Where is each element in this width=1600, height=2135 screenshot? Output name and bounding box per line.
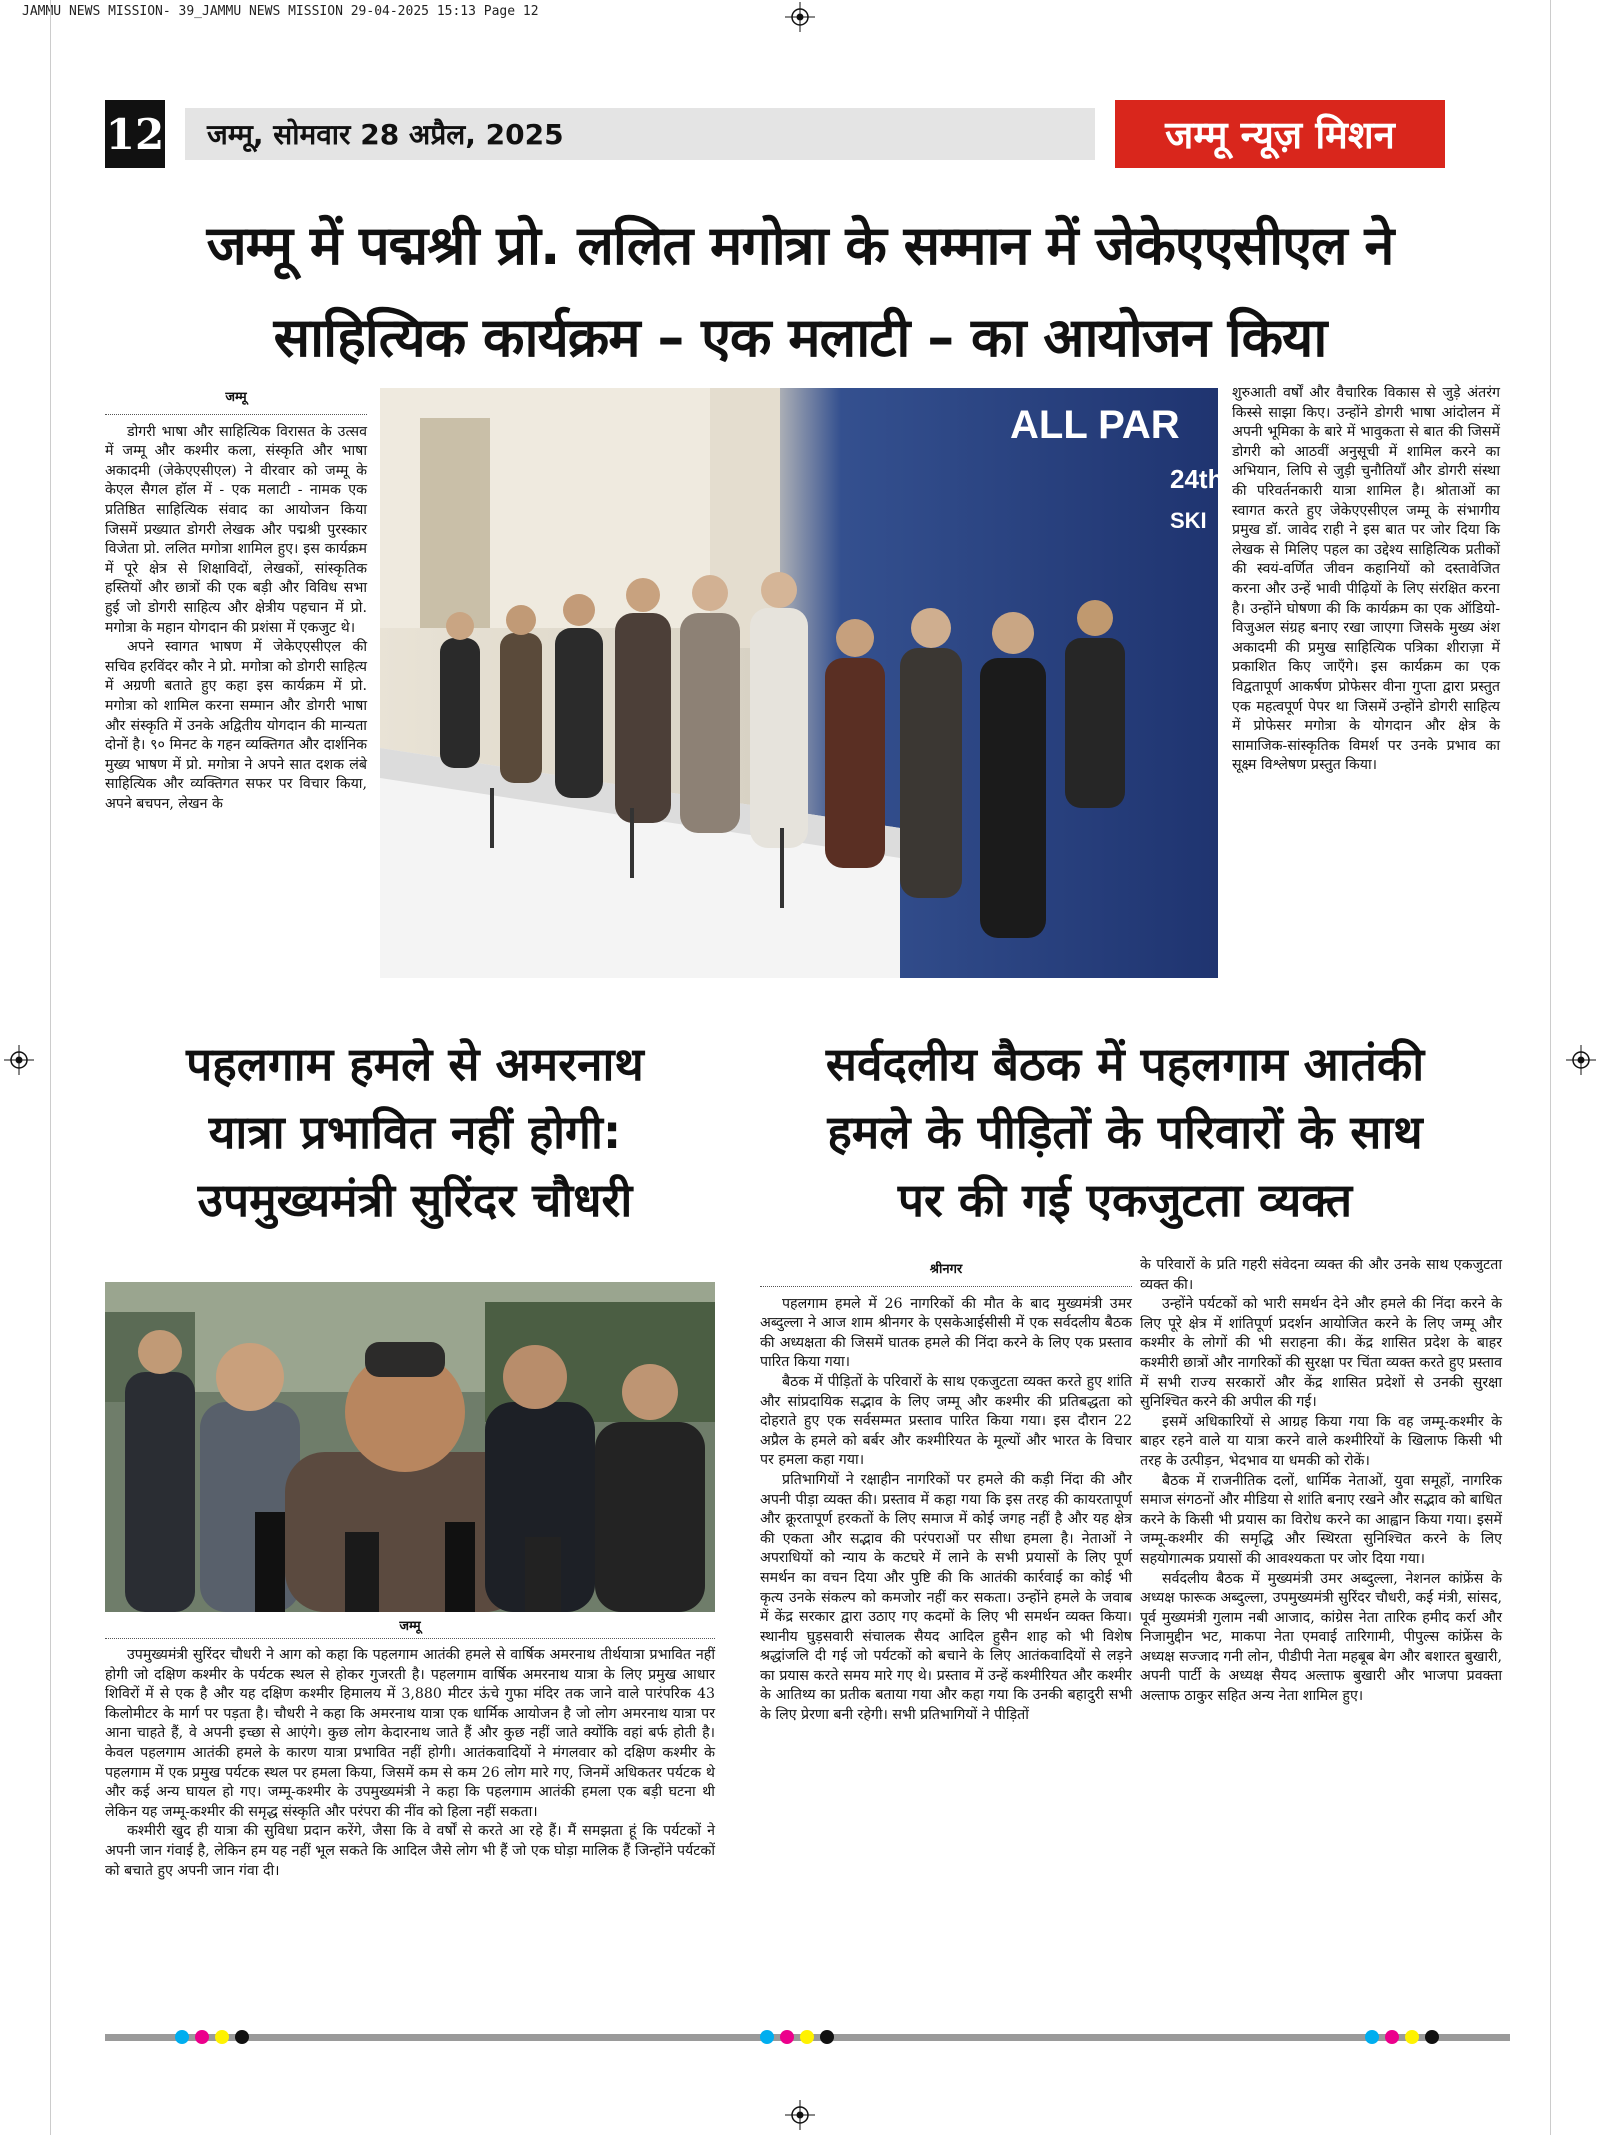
story2-paragraph: उपमुख्यमंत्री सुरिंदर चौधरी ने आग को कहा कि पहलगाम आतंकी हमले से वार्षिक अमरनाथ तीर्थयात्रा प्रभावित नहीं होगी जो दक्षिण कश्मीर के पर्यटक स्थल से होकर गुजरती है। पहलगाम वार्षिक अमरनाथ यात्रा के लिए प्रमुख आधार शिविरों में से एक है और यह दक्षिण कश्मीर हिमालय में 3,880 मीटर ऊंचे गुफा मंदिर तक जाने वाले पारंपरिक 43 किलोमीटर के मार्ग पर पड़ता है। चौधरी ने कहा कि अमरनाथ यात्रा एक धार्मिक आयोजन है जो लोग अमरनाथ यात्रा पर आना चाहते हैं, वे अपनी इच्छा से आएंगे। कुछ लोग केदारनाथ जाते हैं और कुछ नहीं जाते क्योंकि वहां बर्फ होती है। केवल पहलगाम आतंकी हमले के कारण यात्रा प्रभावित नहीं होगी। आतंकवादियों ने मंगलवार को दक्षिण कश्मीर के पहलगाम में एक प्रमुख पर्यटक स्थल पर हमला किया, जिसमें कम से कम 26 लोग मारे गए, जिनमें अधिकतर पर्यटक थे और कई अन्य घायल हो गए। जम्मू-कश्मीर के उपमुख्यमंत्री ने कहा कि पहलगाम आतंकी हमला एक बड़ी घटना थी लेकिन यह जम्मू-कश्मीर की समृद्ध संस्कृति और परंपरा की नींव को हिला नहीं सकता। bbox=[105, 1647, 715, 1820]
story2-photo bbox=[105, 1282, 715, 1612]
black-dot bbox=[820, 2030, 834, 2044]
story3-headline-line: पर की गई एकजुटता व्यक्त bbox=[897, 1173, 1353, 1227]
registration-mark-icon bbox=[1566, 1045, 1596, 1075]
issue-date: जम्मू, सोमवार 28 अप्रैल, 2025 bbox=[185, 108, 1095, 160]
story3-paragraph: प्रतिभागियों ने रक्षाहीन नागरिकों पर हमले की कड़ी निंदा की और अपनी पीड़ा व्यक्त की। प्रस्ताव में कहा गया कि इस तरह की कायरतापूर्ण और क्रूरतापूर्ण हरकतों के लिए समाज में कोई जगह नहीं है और यह क्षेत्र की एकता और सद्भाव की परंपराओं पर सीधा हमला है। नेताओं ने अपराधियों को न्याय के कटघरे में लाने के सभी प्रयासों के लिए पूर्ण समर्थन का वचन दिया और पुष्टि की कि आतंकी कार्रवाई का कोई भी कृत्य उनके संकल्प को कमजोर नहीं कर सकता। उन्होंने हमले के जवाब में केंद्र सरकार द्वारा उठाए गए कदमों के लिए भी समर्थन व्यक्त किया। स्थानीय घुड़सवारी संचालक सैयद आदिल हुसैन शाह को भी विशेष श्रद्धांजलि दी गई जो पर्यटकों को बचाने के लिए आतंकवादियों से लड़ने का प्रयास करते समय मारे गए थे। प्रस्ताव में उन्हें कश्मीरियत और कश्मीर के आतिथ्य का प्रतीक बताया गया और कहा गया कि उनकी बहादुरी सभी के लिए प्रेरणा बनी रहेगी। सभी प्रतिभागियों ने पीड़ितों bbox=[760, 1471, 1132, 1724]
story1-headline bbox=[90, 200, 1510, 384]
story2-headline-line: यात्रा प्रभावित नहीं होगी: bbox=[208, 1105, 622, 1159]
registration-mark-icon bbox=[785, 2, 815, 32]
magenta-dot bbox=[780, 2030, 794, 2044]
story1-paragraph: डोगरी भाषा और साहित्यिक विरासत के उत्सव में जम्मू और कश्मीर कला, संस्कृति और भाषा अकादमी (जेकेएएसीएल) ने वीरवार को जम्मू के केएल सैगल हॉल में - एक मलाटी - नामक एक प्रतिष्ठित साहित्यिक संवाद का आयोजन किया जिसमें प्रख्यात डोगरी लेखक और पद्मश्री पुरस्कार विजेता प्रो. ललित मगोत्रा शामिल हुए। इस कार्यक्रम में पूरे क्षेत्र से शिक्षाविदों, लेखकों, सांस्कृतिक हस्तियों और छात्रों की एक बड़ी और विविध सभा हुई जो डोगरी साहित्य और क्षेत्रीय पहचान में प्रो. मगोत्रा के महान योगदान की प्रशंसा में एकजुट थे। bbox=[105, 423, 367, 636]
cyan-dot bbox=[760, 2030, 774, 2044]
cyan-dot bbox=[175, 2030, 189, 2044]
story1-left-column bbox=[105, 388, 367, 814]
story1-headline-line: जम्मू में पद्मश्री प्रो. ललित मगोत्रा के सम्मान में जेकेएएसीएल ने bbox=[206, 214, 1394, 277]
story1-paragraph: अपने स्वागत भाषण में जेकेएएसीएल की सचिव हरविंदर कौर ने प्रो. मगोत्रा को डोगरी साहित्य में अग्रणी बताते हुए कहा इस कार्यक्रम में प्रो. मगोत्रा को शामिल करना सम्मान और डोगरी भाषा और संस्कृति में उनके अद्वितीय योगदान की मान्यता दोनों है। ९० मिनट के गहन व्यक्तिगत और दार्शनिक मुख्य भाषण में प्रो. मगोत्रा ने अपने सात दशक लंबे साहित्यिक और व्यक्तिगत सफर पर विचार किया, अपने बचपन, लेखन के bbox=[105, 639, 367, 812]
story3-headline-line: हमले के पीड़ितों के परिवारों के साथ bbox=[827, 1105, 1423, 1159]
page-number: 12 bbox=[105, 100, 165, 168]
story3-dateline: श्रीनगर bbox=[760, 1260, 1132, 1287]
story2-headline bbox=[105, 1030, 725, 1234]
story2-headline-line: उपमुख्यमंत्री सुरिंदर चौधरी bbox=[197, 1173, 633, 1227]
story3-headline bbox=[745, 1030, 1505, 1234]
story3-paragraph: बैठक में राजनीतिक दलों, धार्मिक नेताओं, युवा समूहों, नागरिक समाज संगठनों और मीडिया से शांति बनाए रखने और सद्भाव को बाधित करने के किसी भी प्रयास का विरोध करने का आह्वान किया गया। इसमें जम्मू-कश्मीर की समृद्धि और स्थिरता सुनिश्चित करने के लिए सहयोगात्मक प्रयासों की आवश्यकता पर जोर दिया गया। bbox=[1140, 1472, 1502, 1567]
cyan-dot bbox=[1365, 2030, 1379, 2044]
story2-body bbox=[105, 1646, 715, 1881]
trim-line bbox=[50, 0, 51, 2135]
story3-paragraph: सर्वदलीय बैठक में मुख्यमंत्री उमर अब्दुल्ला, नेशनल कांफ्रेंस के अध्यक्ष फारूक अब्दुल्ला, उपमुख्यमंत्री सुरिंदर चौधरी, कई मंत्री, सांसद, पूर्व मुख्यमंत्री गुलाम नबी आजाद, कांग्रेस नेता तारिक हमीद कर्रा और निजामुद्दीन भट, माकपा नेता एमवाई तारिगामी, पीपुल्स कांफ्रेंस के अध्यक्ष सज्जाद गनी लोन, पीडीपी नेता महबूब बेग और बशारत बुखारी, अपनी पार्टी के अध्यक्ष सैयद अल्ताफ बुखारी और भाजपा प्रवक्ता अल्ताफ ठाकुर सहित अन्य नेता शामिल हुए। bbox=[1140, 1570, 1502, 1705]
story1-photo bbox=[380, 388, 1224, 978]
photo-banner-text: 24th bbox=[1170, 464, 1224, 494]
magenta-dot bbox=[195, 2030, 209, 2044]
story3-paragraph: उन्होंने पर्यटकों को भारी समर्थन देने और हमले की निंदा करने के लिए पूरे क्षेत्र में शांतिपूर्ण प्रदर्शन आयोजित करने के लिए जम्मू और कश्मीर के लोगों की भी सराहना की। केंद्र शासित प्रदेश के बाहर कश्मीरी छात्रों और नागरिकों की सुरक्षा पर चिंता व्यक्त करते हुए प्रस्ताव में सभी राज्य सरकारों और केंद्र शासित प्रदेशों से उनकी सुरक्षा सुनिश्चित करने की अपील की गई। bbox=[1140, 1296, 1502, 1411]
story3-paragraph: पहलगाम हमले में 26 नागरिकों की मौत के बाद मुख्यमंत्री उमर अब्दुल्ला ने आज शाम श्रीनगर के एसकेआईसीसी में एक सर्वदलीय बैठक की अध्यक्षता की जिसमें घातक हमले की निंदा करने के लिए एक प्रस्ताव पारित किया गया। bbox=[760, 1295, 1132, 1371]
story1-dateline: जम्मू bbox=[105, 388, 367, 415]
color-bar bbox=[1365, 2030, 1439, 2044]
story2-headline-line: पहलगाम हमले से अमरनाथ bbox=[186, 1037, 644, 1091]
photo-banner-text: SKI bbox=[1170, 508, 1207, 533]
story1-right-column bbox=[1232, 384, 1500, 776]
story3-paragraph: के परिवारों के प्रति गहरी संवेदना व्यक्त की और उनके साथ एकजुटता व्यक्त की। bbox=[1140, 1257, 1502, 1293]
story1-headline-line: साहित्यिक कार्यक्रम – एक मलाटी – का आयोजन किया bbox=[273, 306, 1327, 369]
color-bar bbox=[175, 2030, 249, 2044]
magenta-dot bbox=[1385, 2030, 1399, 2044]
yellow-dot bbox=[215, 2030, 229, 2044]
story3-paragraph: इसमें अधिकारियों से आग्रह किया गया कि वह जम्मू-कश्मीर के बाहर रहने वाले या यात्रा करने वाले कश्मीरियों के खिलाफ किसी भी तरह के उत्पीड़न, भेदभाव या धमकी को रोकें। bbox=[1140, 1413, 1502, 1469]
photo-banner-text: ALL PAR bbox=[1010, 403, 1180, 447]
registration-mark-icon bbox=[785, 2100, 815, 2130]
page-header bbox=[105, 100, 1445, 168]
print-info: JAMMU NEWS MISSION- 39_JAMMU NEWS MISSION 29-04-2025 15:13 Page 12 bbox=[22, 4, 539, 19]
black-dot bbox=[1425, 2030, 1439, 2044]
story2-dateline: जम्मू bbox=[105, 1616, 715, 1639]
story3-headline-line: सर्वदलीय बैठक में पहलगाम आतंकी bbox=[825, 1037, 1425, 1091]
story2-paragraph: कश्मीरी खुद ही यात्रा की सुविधा प्रदान करेंगे, जैसा कि वे वर्षों से करते आ रहे हैं। मैं समझता हूं कि पर्यटकों ने अपनी जान गंवाई है, लेकिन हम यह नहीं भूल सकते कि आदिल जैसे लोग भी हैं जो एक घोड़ा मालिक हैं जिन्होंने पर्यटकों को बचाते हुए अपनी जान गंवा दी। bbox=[105, 1823, 715, 1879]
story1-paragraph: शुरुआती वर्षों और वैचारिक विकास से जुड़े अंतरंग किस्से साझा किए। उन्होंने डोगरी भाषा आंदोलन में अपनी भूमिका के बारे में भावुकता से बात की जिसमें डोगरी को आठवीं अनुसूची में शामिल करने का अभियान, लिपि से जुड़ी चुनौतियाँ और डोगरी संस्था की परिवर्तनकारी यात्रा शामिल है। श्रोताओं का स्वागत करते हुए जेकेएएसीएल जम्मू के संभागीय प्रमुख डॉ. जावेद राही ने इस बात पर जोर दिया कि लेखक से मिलिए पहल का उद्देश्य साहित्यिक प्रतीकों की स्वयं-वर्णित जीवन कहानियों को दस्तावेजित करना और उन्हें भावी पीढ़ियों के लिए संरक्षित करना है। उन्होंने घोषणा की कि कार्यक्रम का एक ऑडियो-विजुअल संग्रह बनाए रखा जाएगा जिसके मुख्य अंश अकादमी की प्रमुख साहित्यिक पत्रिका शीराज़ा में प्रकाशित किए जाएँगे। इस कार्यक्रम का एक विद्वतापूर्ण आकर्षण प्रोफेसर वीना गुप्ता द्वारा प्रस्तुत एक महत्वपूर्ण पेपर था जिसमें उन्होंने डोगरी साहित्य में प्रोफेसर मगोत्रा के योगदान और क्षेत्र के सामाजिक-सांस्कृतिक विमर्श पर उनके प्रभाव का सूक्ष्म विश्लेषण प्रस्तुत किया। bbox=[1232, 385, 1500, 774]
yellow-dot bbox=[1405, 2030, 1419, 2044]
story3-paragraph: बैठक में पीड़ितों के परिवारों के साथ एकजुटता व्यक्त करते हुए शांति और सांप्रदायिक सद्भाव के लिए जम्मू और कश्मीर की प्रतिबद्धता को दोहराते हुए एक सर्वसम्मत प्रस्ताव पारित किया गया। इस दौरान 22 अप्रैल के हमले को बर्बर और कश्मीरियत के मूल्यों और भारत के विचार पर हमला कहा गया। bbox=[760, 1373, 1132, 1469]
story3-right-column bbox=[1140, 1256, 1502, 1707]
story3-left-column bbox=[760, 1260, 1132, 1726]
color-bar bbox=[760, 2030, 834, 2044]
trim-line bbox=[1550, 0, 1551, 2135]
yellow-dot bbox=[800, 2030, 814, 2044]
masthead: जम्मू न्यूज़ मिशन bbox=[1115, 100, 1445, 168]
black-dot bbox=[235, 2030, 249, 2044]
registration-mark-icon bbox=[4, 1045, 34, 1075]
